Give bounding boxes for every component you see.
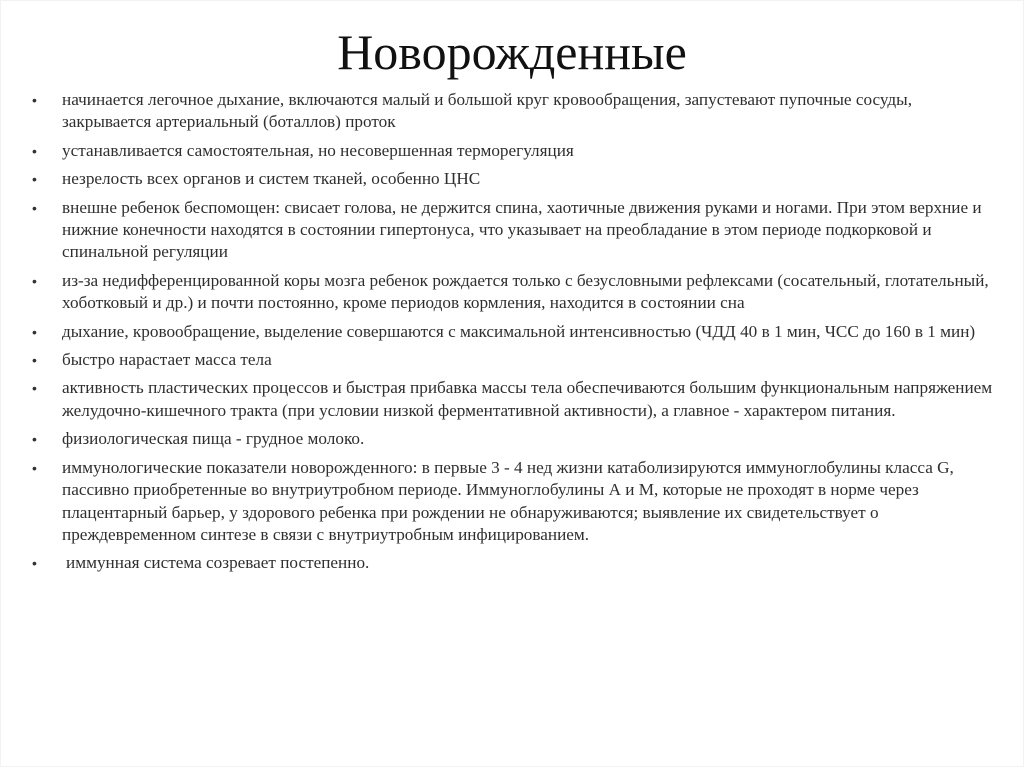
bullet-text: иммунологические показатели новорожденного: в первые 3 - 4 нед жизни катаболизируются иммуноглобулины класса G, пассивно приобретенные во внутриутробном периоде. Иммуноглобулины А и М, которые не проходят в норме через плацентарный барьер, у здорового ребенка при рождении не обнаруживаются; выявление их свидетельствует о преждевременном синтезе в связи с внутриутробным инфицированием.	[62, 457, 954, 544]
bullet-text: дыхание, кровообращение, выделение совершаются с максимальной интенсивностью (ЧДД 40 в 1 мин, ЧСС до 160 в 1 мин)	[62, 321, 976, 341]
bullet-text: физиологическая пища - грудное молоко.	[62, 429, 365, 449]
slide-title: Новорожденные	[337, 24, 687, 80]
slide-content	[32, 89, 994, 581]
bullet-text: быстро нарастает масса тела	[62, 350, 272, 370]
bullet-item	[32, 270, 994, 315]
bullet-text: устанавливается самостоятельная, но несовершенная терморегуляция	[62, 140, 574, 160]
bullet-item	[32, 321, 994, 343]
bullet-item	[32, 349, 994, 371]
bullet-text: иммунная система созревает постепенно.	[66, 553, 370, 573]
bullet-item	[32, 168, 994, 190]
bullet-icon: •	[32, 323, 37, 340]
bullet-icon: •	[32, 555, 37, 572]
bullet-icon: •	[32, 380, 37, 397]
bullet-item	[32, 552, 994, 574]
bullet-text: внешне ребенок беспомощен: свисает голова, не держится спина, хаотичные движения руками и ногами. При этом верхние и нижние конечности находятся в состоянии гипертонуса, что указывает на преобладание в этом периоде подкорковой и спинальной регуляции	[62, 197, 982, 262]
bullet-icon: •	[32, 431, 37, 448]
bullet-icon: •	[32, 199, 37, 216]
bullet-icon: •	[32, 459, 37, 476]
bullet-item	[32, 89, 994, 134]
bullet-list	[32, 89, 994, 575]
bullet-icon: •	[32, 142, 37, 159]
bullet-item	[32, 197, 994, 264]
bullet-icon: •	[32, 352, 37, 369]
bullet-icon: •	[32, 171, 37, 188]
bullet-item	[32, 457, 994, 547]
bullet-text: незрелость всех органов и систем тканей, особенно ЦНС	[62, 169, 481, 189]
bullet-icon: •	[32, 272, 37, 289]
bullet-text: начинается легочное дыхание, включаются малый и большой круг кровообращения, запустевают пупочные сосуды, закрывается артериальный (боталлов) проток	[62, 90, 913, 132]
bullet-text: из-за недифференцированной коры мозга ребенок рождается только с безусловными рефлексами (сосательный, глотательный, хоботковый и др.) и почти постоянно, кроме периодов кормления, находится в состоянии сна	[62, 270, 989, 313]
bullet-item	[32, 377, 994, 422]
bullet-item	[32, 428, 994, 450]
bullet-text: активность пластических процессов и быстрая прибавка массы тела обеспечиваются большим функциональным напряжением желудочно-кишечного тракта (при условии низкой ферментативной активности), а главное - характером питания.	[62, 378, 993, 420]
bullet-item	[32, 140, 994, 162]
bullet-icon: •	[32, 92, 37, 108]
